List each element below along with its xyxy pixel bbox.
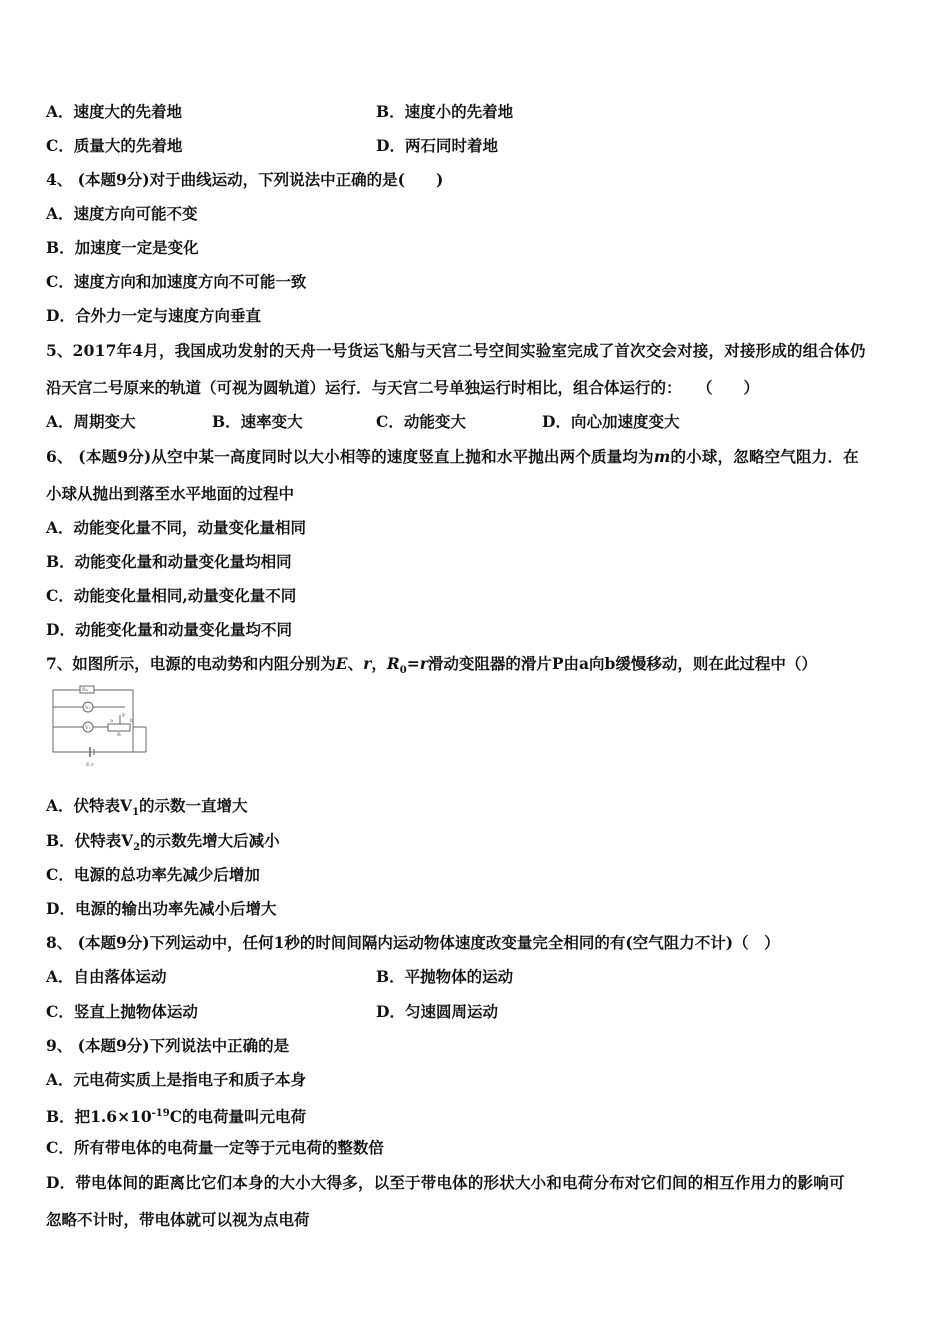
q6-option-d: D．动能变化量和动量变化量均不同 (46, 620, 292, 639)
q8-option-d: D．匀速圆周运动 (376, 1002, 498, 1021)
q5-option-c: C．动能变大 (376, 412, 466, 431)
q8-stem: 8、 (本题9分)下列运动中，任何1秒的时间间隔内运动物体速度改变量完全相同的有(空气阻力不计)（ ） (46, 933, 780, 952)
label-b: b (130, 718, 134, 724)
q3-option-a: A．速度大的先着地 (46, 102, 183, 121)
label-r0: R₀ (82, 687, 88, 693)
label-v2: V₂ (85, 725, 91, 731)
q6-option-a: A．动能变化量不同，动量变化量相同 (46, 518, 307, 537)
label-p: P (122, 713, 126, 719)
q9-option-a: A．元电荷实质上是指电子和质子本身 (46, 1070, 307, 1089)
q8-option-a: A．自由落体运动 (46, 967, 167, 986)
q9-option-c: C．所有带电体的电荷量一定等于元电荷的整数倍 (46, 1138, 384, 1157)
q9-option-d-line1: D．带电体间的距离比它们本身的大小大得多，以至于带电体的形状大小和电荷分布对它们间的相互作用力的影响可 (46, 1173, 845, 1192)
q5-stem-line1: 5、2017年4月，我国成功发射的天舟一号货运飞船与天宫二号空间实验室完成了首次交会对接，对接形成的组合体仍 (46, 341, 866, 360)
q7-option-b: B．伏特表$V_2$的示数先增大后减小 (46, 831, 280, 854)
q7-option-a: A．伏特表$V_1$的示数一直增大 (46, 796, 248, 819)
q3-option-b: B．速度小的先着地 (376, 102, 514, 121)
q5-option-b: B．速率变大 (212, 412, 303, 431)
q4-option-d: D．合外力一定与速度方向垂直 (46, 306, 261, 325)
q4-stem: 4、 (本题9分)对于曲线运动，下列说法中正确的是( ) (46, 170, 444, 189)
label-e-r: E r (86, 762, 94, 768)
q8-option-b: B．平抛物体的运动 (376, 967, 514, 986)
q5-option-d: D．向心加速度变大 (542, 412, 680, 431)
q3-option-c: C．质量大的先着地 (46, 136, 183, 155)
q4-option-a: A．速度方向可能不变 (46, 204, 198, 223)
label-a: a (110, 718, 113, 724)
q7-option-d: D．电源的输出功率先减小后增大 (46, 899, 277, 918)
q9-stem: 9、 (本题9分)下列说法中正确的是 (46, 1036, 290, 1055)
label-r: R (117, 732, 121, 738)
q6-option-c: C．动能变化量相同,动量变化量不同 (46, 586, 297, 605)
circuit-diagram (50, 685, 150, 775)
q4-option-b: B．加速度一定是变化 (46, 238, 199, 257)
q6-stem-line2: 小球从抛出到落至水平地面的过程中 (46, 484, 295, 503)
q7-stem: 7、如图所示，电源的电动势和内阻分别为E、r，$R_0=r$滑动变阻器的滑片P由a向b缓慢移动，则在此过程中（） (46, 654, 817, 677)
circuit-wire-frame (53, 690, 133, 752)
q7-option-c: C．电源的总功率先减少后增加 (46, 865, 260, 884)
q3-option-d: D．两石同时着地 (376, 136, 498, 155)
q6-option-b: B．动能变化量和动量变化量均相同 (46, 552, 292, 571)
q5-stem-line2: 沿天宫二号原来的轨道（可视为圆轨道）运行．与天宫二号单独运行时相比，组合体运行的： （ ） (46, 378, 760, 397)
q4-option-c: C．速度方向和加速度方向不可能一致 (46, 272, 307, 291)
q9-option-b: B．把$1.6\times 10^{-19}C$的电荷量叫元电荷 (46, 1107, 307, 1127)
q6-stem-line1: 6、 (本题9分)从空中某一高度同时以大小相等的速度竖直上抛和水平抛出两个质量均为m的小球，忽略空气阻力．在 (46, 447, 859, 466)
label-v1: V₁ (85, 705, 91, 711)
q8-option-c: C．竖直上抛物体运动 (46, 1002, 198, 1021)
rheostat-r (108, 724, 130, 731)
q9-option-d-line2: 忽略不计时，带电体就可以视为点电荷 (46, 1210, 310, 1229)
q5-option-a: A．周期变大 (46, 412, 136, 431)
